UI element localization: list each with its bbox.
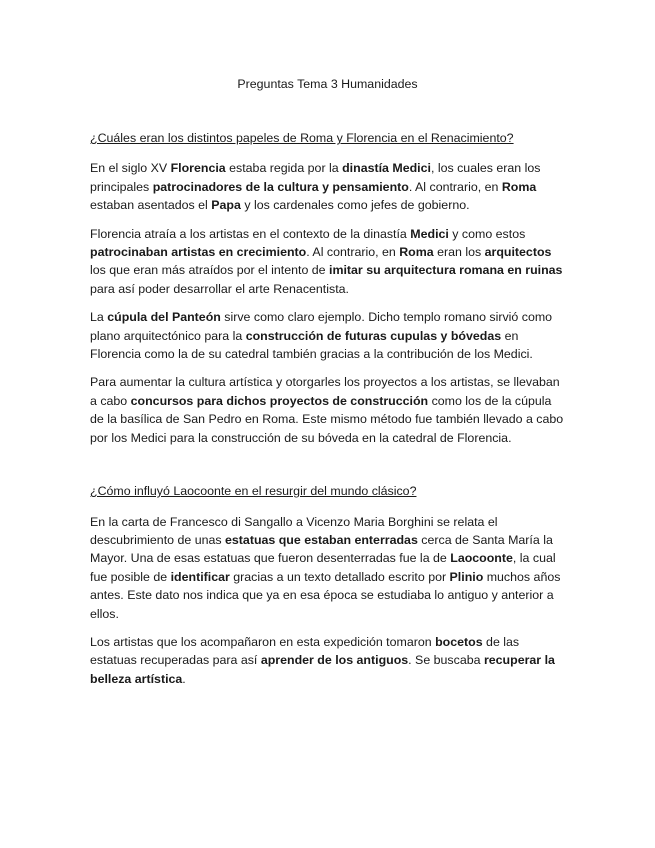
document-title: Preguntas Tema 3 Humanidades: [237, 77, 418, 91]
bold-phrase: Medici: [410, 226, 449, 241]
bold-phrase: identificar: [170, 569, 230, 584]
bold-phrase: Roma: [399, 245, 434, 260]
bold-phrase: construcción de futuras cupulas y bóvedas: [245, 328, 502, 343]
bold-phrase: recuperar la belleza artística: [90, 653, 555, 686]
bold-phrase: Papa: [211, 198, 241, 213]
bold-phrase: cúpula del Panteón: [107, 310, 221, 325]
bold-phrase: aprender de los antiguos: [260, 653, 409, 668]
section-spacer: [90, 457, 568, 482]
answer-paragraph: En el siglo XV Florencia estaba regida por la dinastía Medici, los cuales eran los principales patrocinadores de la cultura y pensamiento. Al contrario, en Roma estaban asentados el Papa y los cardenales como jefes de gobierno.: [90, 161, 541, 213]
question-section-2: [90, 482, 568, 688]
bold-phrase: Roma: [501, 179, 537, 194]
bold-phrase: patrocinadores de la cultura y pensamiento: [152, 179, 409, 194]
answer-paragraph: La cúpula del Panteón sirve como claro ejemplo. Dicho templo romano sirvió como plano arquitectónico para la construcción de futuras cupulas y bóvedas en Florencia como la de su catedral también gracias a la contribución de los Medici.: [90, 310, 553, 362]
bold-phrase: dinastía Medici: [342, 161, 431, 176]
answer-paragraph: Los artistas que los acompañaron en esta expedición tomaron bocetos de las estatuas recuperadas para así aprender de los antiguos. Se buscaba recuperar la belleza artística.: [90, 634, 555, 686]
question-heading: ¿Cómo influyó Laocoonte en el resurgir del mundo clásico?: [90, 484, 417, 499]
question-section-1: [90, 129, 568, 447]
bold-phrase: concursos para dichos proyectos de construcción: [130, 393, 429, 408]
bold-phrase: arquitectos: [484, 245, 552, 260]
bold-phrase: bocetos: [435, 634, 483, 649]
bold-phrase: imitar su arquitectura romana en ruinas: [329, 263, 563, 278]
bold-phrase: estatuas que estaban enterradas: [225, 532, 418, 547]
answer-paragraph: Florencia atraía a los artistas en el contexto de la dinastía Medici y como estos patrocinaban artistas en crecimiento. Al contrario, en Roma eran los arquitectos los que eran más atraídos por el intento de imitar su arquitectura romana en ruinas para así poder desarrollar el arte Renacentista.: [90, 226, 563, 296]
bold-phrase: Laocoonte: [450, 551, 513, 566]
bold-phrase: Plinio: [449, 569, 484, 584]
document-body: [90, 129, 568, 698]
question-heading: ¿Cuáles eran los distintos papeles de Roma y Florencia en el Renacimiento?: [90, 131, 514, 145]
answer-paragraph: En la carta de Francesco di Sangallo a Vicenzo Maria Borghini se relata el descubrimiento de unas estatuas que estaban enterradas cerca de Santa María la Mayor. Una de esas estatuas que fueron desenterradas fue la de Laocoonte, la cual fue posible de identificar gracias a un texto detallado escrito por Plinio muchos años antes. Este dato nos indica que ya en esa época se estudiaba lo antiguo y anterior a ellos.: [90, 514, 561, 621]
answer-paragraph: Para aumentar la cultura artística y otorgarles los proyectos a los artistas, se llevaban a cabo concursos para dichos proyectos de construcción como los de la cúpula de la basílica de San Pedro en Roma. Este mismo método fue también llevado a cabo por los Medici para la construcción de su bóveda en la catedral de Florencia.: [90, 375, 564, 445]
bold-phrase: Florencia: [170, 161, 226, 176]
bold-phrase: patrocinaban artistas en crecimiento: [90, 245, 307, 260]
